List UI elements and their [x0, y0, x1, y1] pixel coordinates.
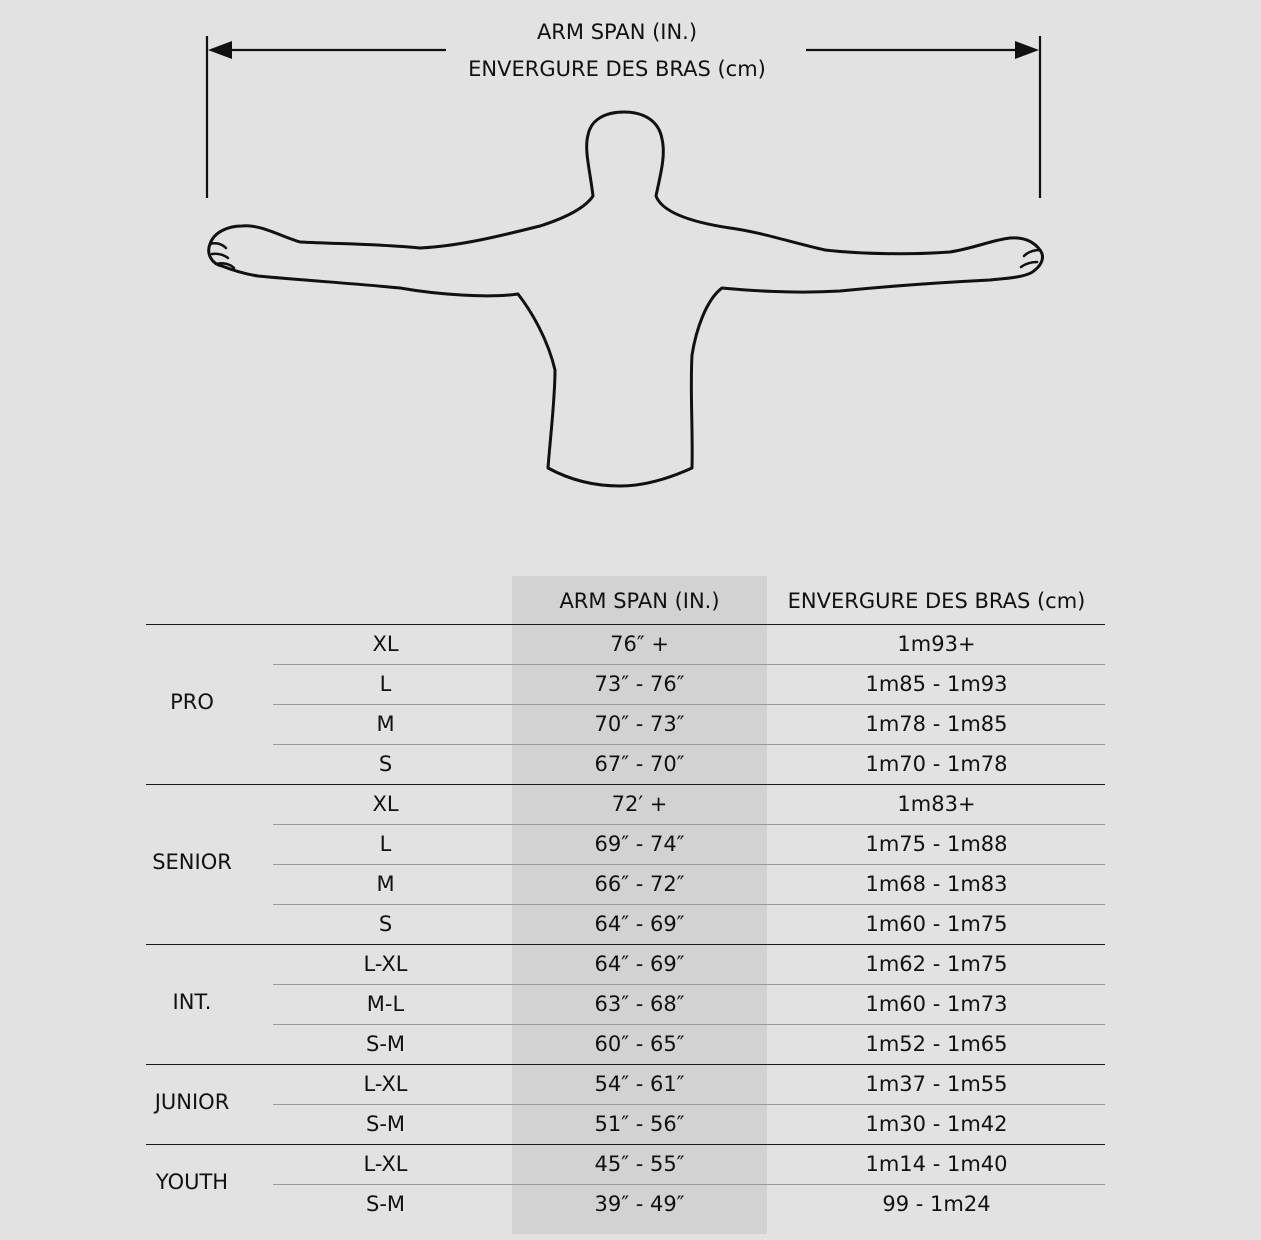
arm-span-cm-cell: 1m93+	[897, 632, 976, 656]
size-cell: XL	[372, 632, 399, 656]
size-cell: L-XL	[363, 1152, 408, 1176]
arm-span-cm-cell: 1m60 - 1m75	[865, 912, 1008, 936]
size-cell: S-M	[365, 1192, 406, 1216]
size-cell: L	[379, 672, 392, 696]
arm-span-cm-cell: 1m85 - 1m93	[865, 672, 1008, 696]
category-label: PRO	[170, 690, 214, 714]
size-cell: M	[376, 712, 395, 736]
arm-span-inches-cell: 64″ - 69″	[594, 952, 685, 976]
arm-span-cm-cell: 1m62 - 1m75	[865, 952, 1008, 976]
size-cell: L-XL	[363, 952, 408, 976]
arm-span-cm-cell: 1m78 - 1m85	[865, 712, 1008, 736]
category-label: YOUTH	[155, 1170, 229, 1194]
category-label: SENIOR	[152, 850, 232, 874]
arm-span-inches-cell: 69″ - 74″	[594, 832, 685, 856]
arm-span-inches-cell: 51″ - 56″	[594, 1112, 685, 1136]
size-cell: L	[379, 832, 392, 856]
arm-span-inches-cell: 76″ +	[610, 632, 669, 656]
arm-span-inches-cell: 54″ - 61″	[594, 1072, 685, 1096]
header-arm-span-inches: ARM SPAN (IN.)	[559, 589, 720, 613]
category-label: JUNIOR	[154, 1090, 230, 1114]
arm-span-inches-cell: 70″ - 73″	[594, 712, 685, 736]
arm-span-cm-cell: 1m37 - 1m55	[865, 1072, 1008, 1096]
arm-span-cm-cell: 1m75 - 1m88	[865, 832, 1008, 856]
arm-span-cm-cell: 1m30 - 1m42	[865, 1112, 1008, 1136]
size-cell: M-L	[366, 992, 405, 1016]
size-cell: S-M	[365, 1112, 406, 1136]
header-arm-span-cm: ENVERGURE DES BRAS (cm)	[787, 589, 1086, 613]
arm-span-cm-cell: 1m52 - 1m65	[865, 1032, 1008, 1056]
arm-span-cm-cell: 1m83+	[897, 792, 976, 816]
size-cell: M	[376, 872, 395, 896]
arm-span-inches-cell: 63″ - 68″	[594, 992, 685, 1016]
size-cell: S	[378, 752, 393, 776]
arm-span-inches-cell: 60″ - 65″	[594, 1032, 685, 1056]
arm-span-cm-cell: 1m70 - 1m78	[865, 752, 1008, 776]
figure-label-arm-span-cm: ENVERGURE DES BRAS (cm)	[468, 57, 766, 81]
size-cell: S-M	[365, 1032, 406, 1056]
category-label: INT.	[172, 990, 212, 1014]
arm-span-inches-cell: 64″ - 69″	[594, 912, 685, 936]
size-cell: S	[378, 912, 393, 936]
size-cell: XL	[372, 792, 399, 816]
figure-label-arm-span-inches: ARM SPAN (IN.)	[536, 20, 698, 44]
arm-span-inches-cell: 67″ - 70″	[594, 752, 685, 776]
arm-span-inches-cell: 39″ - 49″	[594, 1192, 685, 1216]
arm-span-inches-cell: 73″ - 76″	[594, 672, 685, 696]
arm-span-inches-cell: 72′ +	[611, 792, 668, 816]
size-cell: L-XL	[363, 1072, 408, 1096]
arm-span-cm-cell: 1m68 - 1m83	[865, 872, 1008, 896]
arm-span-cm-cell: 99 - 1m24	[882, 1192, 991, 1216]
arm-span-cm-cell: 1m60 - 1m73	[865, 992, 1008, 1016]
arm-span-inches-cell: 66″ - 72″	[594, 872, 685, 896]
arm-span-cm-cell: 1m14 - 1m40	[865, 1152, 1008, 1176]
arm-span-inches-cell: 45″ - 55″	[594, 1152, 685, 1176]
